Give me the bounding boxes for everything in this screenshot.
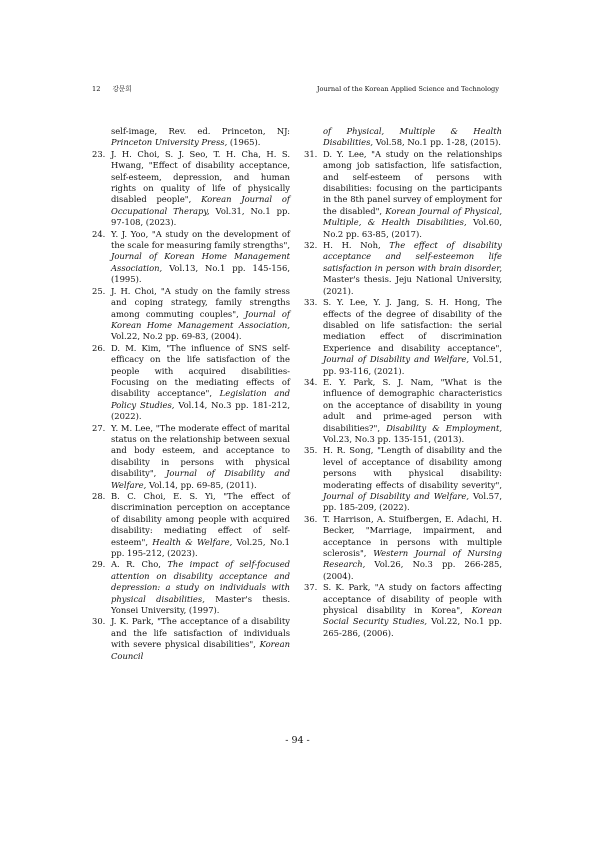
reference-text (111, 126, 290, 149)
reference-text (323, 297, 502, 377)
reference-text-segment: self-image, Rev. ed. Princeton, NJ: (111, 126, 290, 136)
reference-source-italic: Journal of Korean Home Management Association, (111, 308, 290, 330)
reference-source-italic: Korean Social Security Studies, (323, 605, 502, 627)
reference-text-segment: A. R. Cho, (111, 559, 168, 570)
header-page-number: 12 (92, 85, 101, 93)
reference-entry (92, 149, 290, 229)
reference-number: 25. (92, 285, 106, 296)
reference-text (323, 126, 502, 149)
reference-entry (304, 445, 502, 513)
reference-text-segment: S. Y. Lee, Y. J. Jang, S. H. Hong, The effects of the degree of disability of the disabled on life satisfaction: the serial mediation effect of discrimination Experience and disability acceptance", (323, 297, 502, 353)
reference-number: 26. (92, 342, 106, 353)
reference-text-segment: Vol.23, No.3 pp. 135-151, (2013). (323, 433, 465, 444)
reference-text-segment: S. K. Park, "A study on factors affecting acceptance of disability of people with physical disability in Korea", (323, 582, 502, 616)
running-header (0, 83, 595, 95)
reference-text (111, 616, 290, 662)
reference-source-italic: Health & Welfare, (152, 536, 233, 547)
reference-entry (92, 286, 290, 343)
reference-source-italic: Journal of Disability and Welfare, (111, 468, 290, 490)
header-author: 강문희 (112, 85, 132, 93)
reference-entry (92, 423, 290, 491)
reference-entry (92, 491, 290, 559)
reference-entry (304, 582, 502, 639)
reference-number: 37. (304, 582, 318, 593)
reference-entry (92, 343, 290, 423)
reference-source-italic: Journal of Korean Home Management Association, (111, 251, 290, 273)
reference-source-italic: The effect of disability acceptance and self-esteemon life satisfaction in person with brain disorder, (323, 240, 502, 273)
reference-text-segment: Vol.31, No.1 pp. 97-108, (2023). (111, 205, 290, 228)
reference-text-segment: D. M. Kim, "The influence of SNS self-efficacy on the life satisfaction of the people with acquired disabilities-Focusing on the mediating effects of disability acceptance", (111, 342, 290, 399)
reference-entry (92, 126, 290, 149)
reference-number: 34. (304, 376, 318, 387)
reference-source-italic: The impact of self-focused attention on disability acceptance and depression: a study on individuals with physical disabilities, (111, 559, 291, 604)
reference-text (323, 582, 502, 639)
reference-source-italic: Journal of Disability and Welfare, (323, 491, 470, 501)
reference-number: 24. (92, 228, 106, 239)
header-left (92, 83, 132, 95)
reference-source-italic: Princeton University Press, (111, 137, 228, 148)
reference-text-segment: Y. J. Yoo, "A study on the development of the scale for measuring family strengths", (111, 228, 290, 251)
reference-text-segment: Vol.58, No.1 pp. 1-28, (2015). (373, 137, 501, 148)
reference-number: 27. (92, 422, 106, 433)
reference-text (323, 240, 502, 297)
reference-number: 36. (304, 513, 318, 524)
reference-source-italic: Legislation and Policy Studies, (111, 388, 290, 410)
reference-text-segment: D. Y. Lee, "A study on the relationships among job satisfaction, life satisfaction, and self-esteem of persons with disabilities: focusing on the participants in the 8th panel survey of employment for the disabled", (323, 148, 502, 216)
reference-number: 35. (304, 445, 318, 456)
reference-text-segment: J. K. Park, "The acceptance of a disability and the life satisfaction of individuals with severe physical disabilities", (111, 616, 290, 650)
reference-entry (92, 229, 290, 286)
reference-text-segment: Vol.22, No.2 pp. 69-83, (2004). (111, 331, 242, 342)
reference-text (111, 229, 290, 286)
reference-number: 33. (304, 297, 318, 308)
reference-text (323, 149, 502, 240)
reference-entry (304, 240, 502, 297)
reference-text (111, 149, 290, 229)
reference-text (111, 491, 290, 559)
reference-entry (92, 616, 290, 662)
reference-text (111, 286, 290, 343)
reference-text-segment: J. H. Choi, "A study on the family stress and coping strategy, family strengths among commuting couples", (111, 285, 290, 319)
reference-text-segment: Y. M. Lee, "The moderate effect of marital status on the relationship between sexual and body esteem, and acceptance to disability in persons with physical disability", (111, 422, 290, 479)
reference-entry (304, 149, 502, 240)
reference-text-segment: Vol.25, No.1 pp. 195-212, (2023). (111, 536, 290, 559)
reference-source-italic: Korean Journal of Occupational Therapy, (111, 194, 290, 216)
reference-number: 30. (92, 616, 106, 627)
reference-source-italic: Korean Council (111, 639, 290, 661)
reference-text-segment: T. Harrison, A. Stuifbergen, E. Adachi, H. Becker, "Marriage, impairment, and acceptance in persons with multiple sclerosis", (323, 513, 502, 559)
reference-entry (92, 559, 290, 616)
reference-text-segment: Master's thesis. Yonsei University, (1997). (111, 593, 290, 616)
page-footer-number: - 94 - (285, 735, 310, 746)
reference-source-italic: Korean Journal of Physical, Multiple, & Health Disabilities, (323, 205, 502, 228)
reference-entry (304, 126, 502, 149)
reference-text-segment: Vol.51, pp. 93-116, (2021). (323, 354, 502, 376)
reference-number: 31. (304, 148, 318, 159)
reference-text-segment: B. C. Choi, E. S. Yi, "The effect of discrimination perception on acceptance of disability among people with acquired disability: mediating effect of self-esteem", (111, 491, 290, 547)
references-right-column (304, 126, 502, 639)
reference-text-segment: Vol.14, No.3 pp. 181-212, (2022). (111, 399, 290, 422)
reference-text-segment: Vol.26, No.3 pp. 266-285, (2004). (323, 559, 502, 581)
reference-source-italic: Disability & Employment, (386, 422, 502, 433)
reference-text (111, 423, 290, 491)
reference-text-segment: Vol.22, No.1 pp. 265-286, (2006). (323, 616, 502, 638)
reference-number: 32. (304, 240, 318, 251)
reference-text-segment: Vol.14, pp. 69-85, (2011). (146, 479, 257, 490)
reference-text-segment: Vol.57, pp. 185-209, (2022). (323, 491, 502, 513)
reference-source-italic: of Physical, Multiple & Health Disabilities, (323, 126, 502, 148)
reference-number: 23. (92, 148, 106, 159)
reference-text-segment: (1965). (227, 137, 261, 148)
reference-text (111, 343, 290, 423)
reference-text-segment: E. Y. Park, S. J. Nam, "What is the influence of demographic characteristics on the acceptance of disability in young adult and prime-aged person with disabilities?", (323, 376, 502, 433)
reference-text (323, 445, 502, 513)
reference-text (111, 559, 290, 616)
reference-text (323, 377, 502, 445)
reference-text-segment: Master's thesis. Jeju National University, (2021). (323, 274, 502, 296)
reference-text-segment: Vol.60, No.2 pp. 63-85, (2017). (323, 217, 502, 239)
references-left-column (92, 126, 290, 662)
reference-entry (304, 297, 502, 377)
header-journal-title: Journal of the Korean Applied Science and Technology (316, 85, 499, 93)
reference-text-segment: H. H. Noh, (323, 240, 390, 251)
reference-number: 29. (92, 559, 106, 570)
reference-text (323, 514, 502, 582)
reference-source-italic: Western Journal of Nursing Research, (323, 548, 502, 570)
reference-entry (304, 514, 502, 582)
reference-text-segment: J. H. Choi, S. J. Seo, T. H. Cha, H. S. Hwang, "Effect of disability acceptance, self-esteem, depression, and human rights on quality of life of physically disabled people", (111, 148, 290, 205)
reference-text-segment: Vol.13, No.1 pp. 145-156, (1995). (111, 262, 290, 285)
reference-number: 28. (92, 491, 106, 501)
reference-text-segment: H. R. Song, "Length of disability and the level of acceptance of disability among persons with physical disability: moderating effects of disability severity", (323, 445, 502, 490)
reference-entry (304, 377, 502, 445)
reference-source-italic: Journal of Disability and Welfare, (323, 354, 470, 365)
